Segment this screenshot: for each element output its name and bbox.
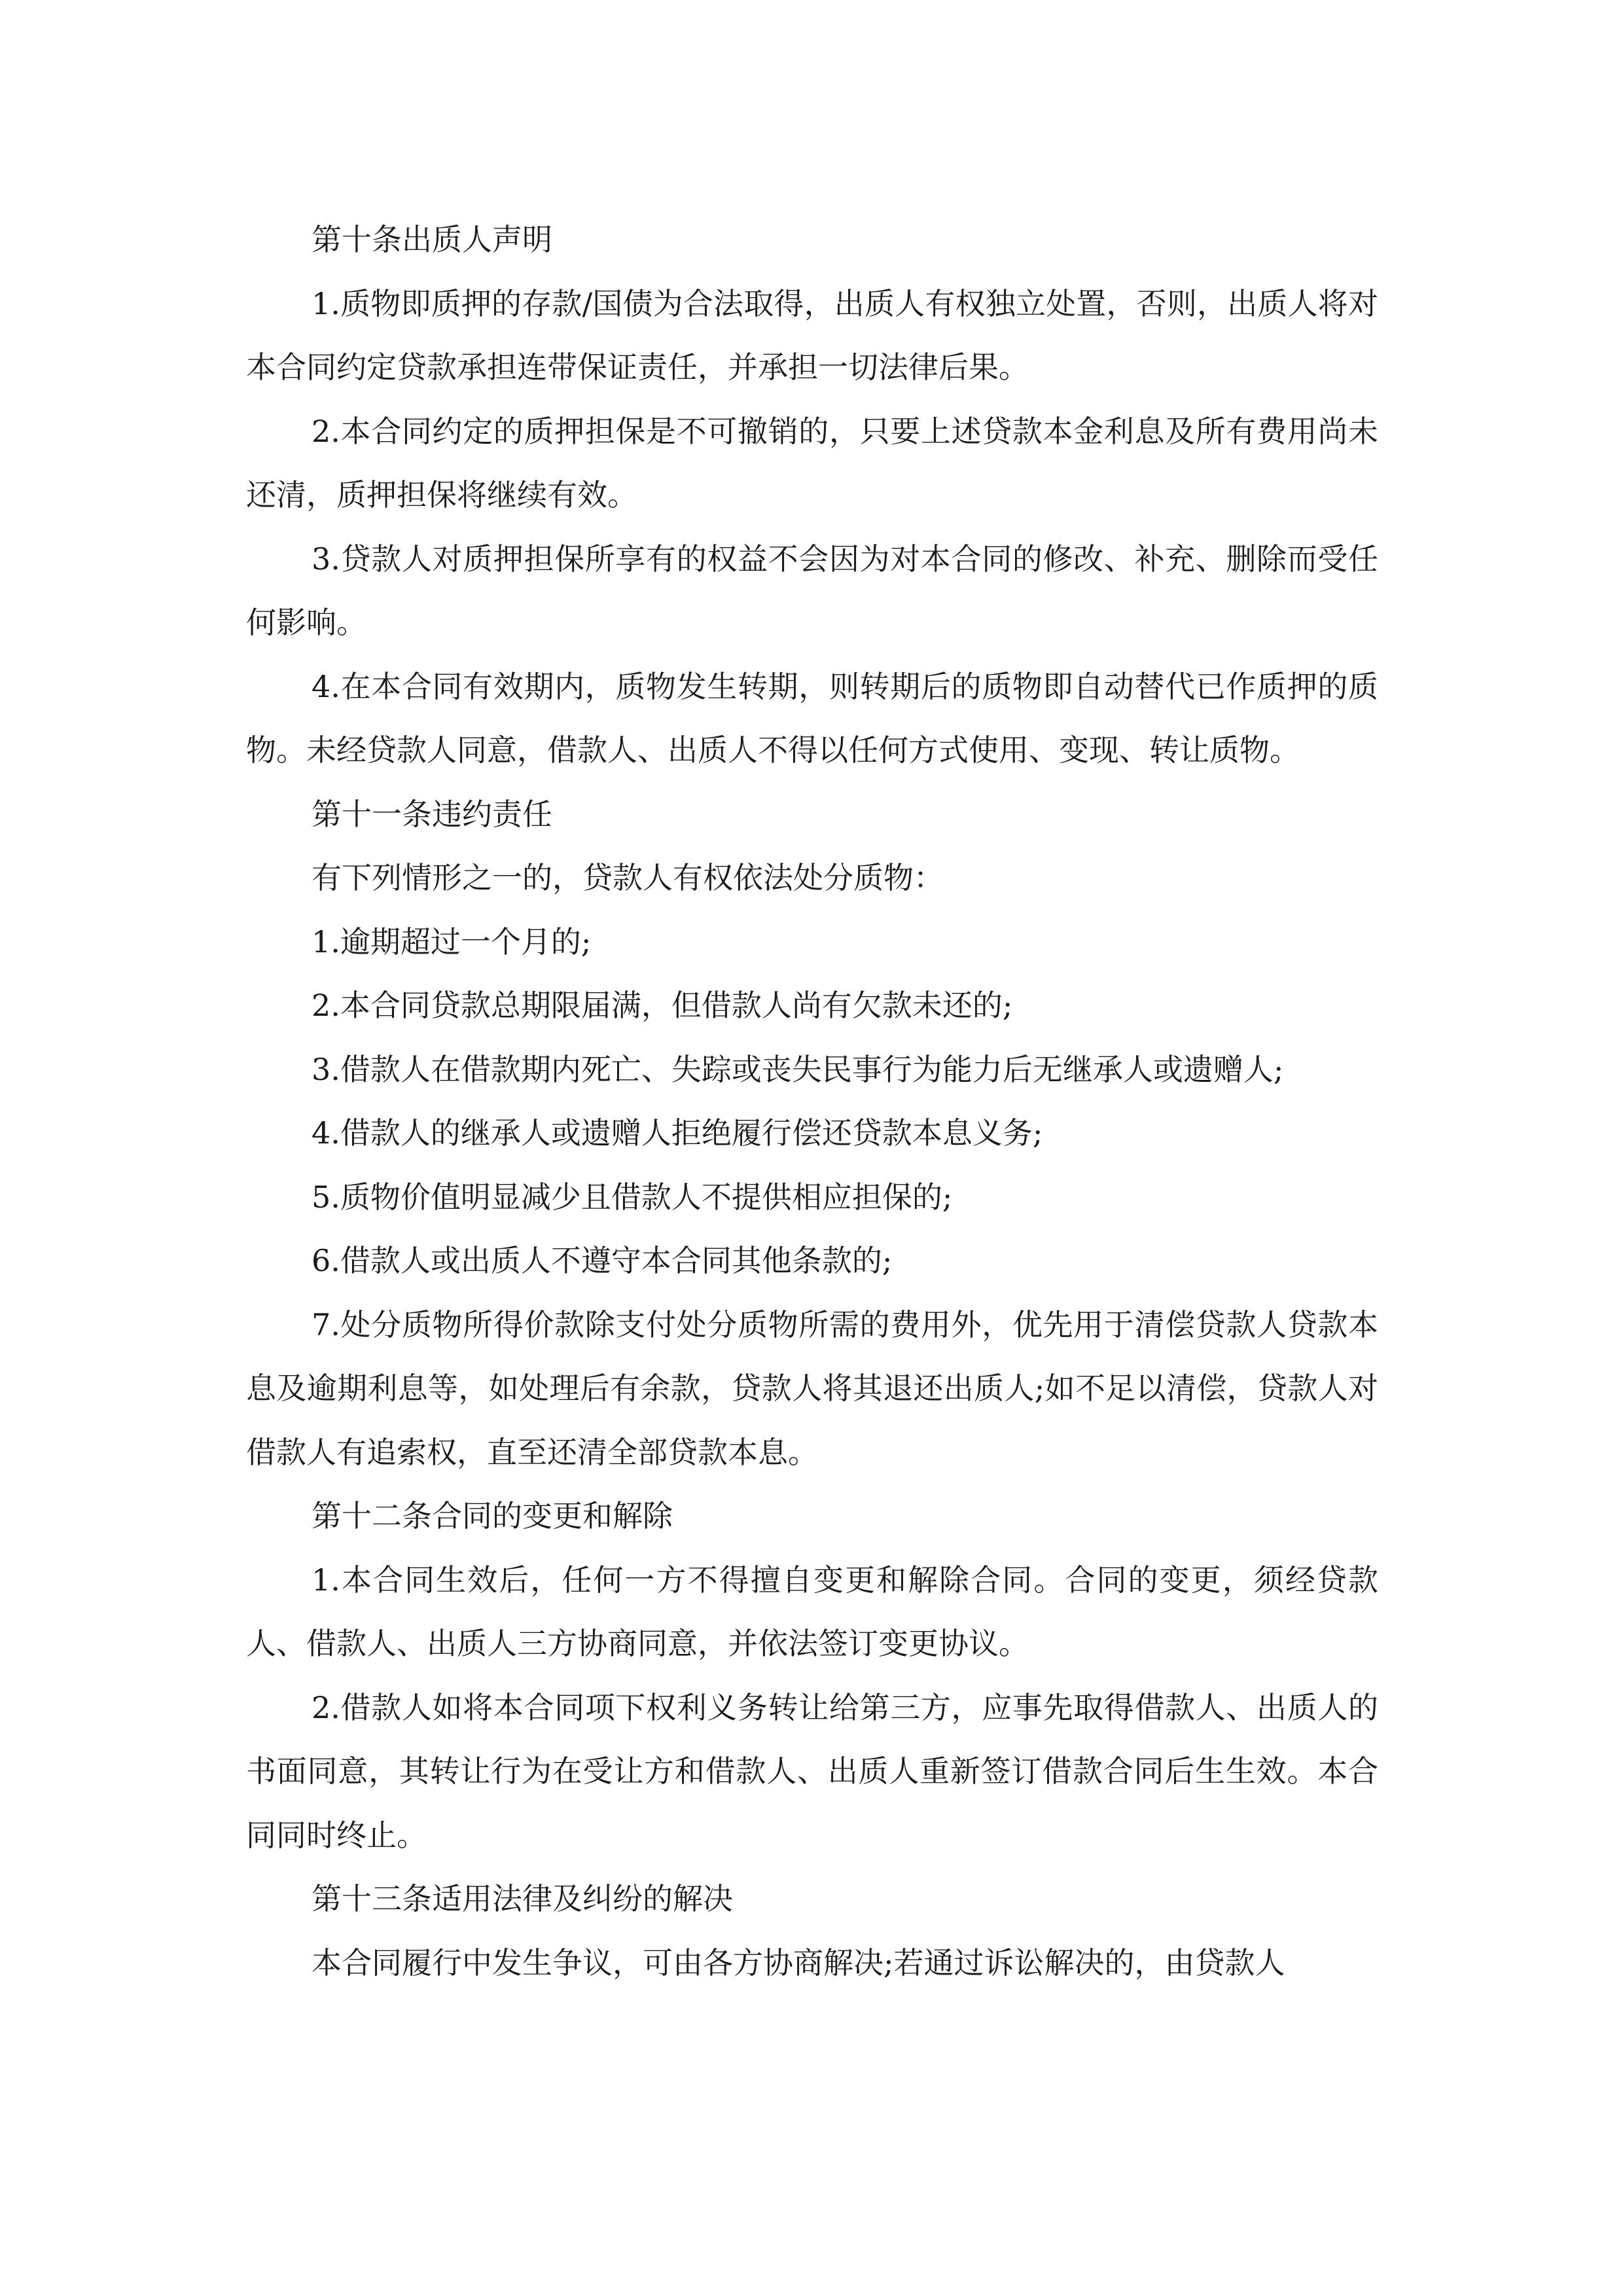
article-10-heading: 第十条出质人声明 — [312, 222, 552, 257]
article-11-clause-3: 3.借款人在借款期内死亡、失踪或丧失民事行为能力后无继承人或遗赠人; — [312, 1051, 1284, 1087]
article-11-clause-6: 6.借款人或出质人不遵守本合同其他条款的; — [312, 1243, 893, 1278]
article-11-heading: 第十一条违约责任 — [312, 796, 552, 832]
article-10-clause-1: 1.质物即质押的存款/国债为合法取得，出质人有权独立处置，否则，出质人将对本合同约定贷款承担连带保证责任，并承担一切法律后果。 — [246, 285, 1378, 385]
article-10-clause-3: 3.贷款人对质押担保所享有的权益不会因为对本合同的修改、补充、删除而受任何影响。 — [246, 541, 1378, 640]
article-11-clause-5: 5.质物价值明显减少且借款人不提供相应担保的; — [312, 1179, 953, 1215]
article-11-clause-1: 1.逾期超过一个月的; — [312, 924, 592, 960]
article-12-clause-1: 1.本合同生效后，任何一方不得擅自变更和解除合同。合同的变更，须经贷款人、借款人、出质人三方协商同意，并依法签订变更协议。 — [246, 1562, 1378, 1661]
article-13-heading: 第十三条适用法律及纠纷的解决 — [312, 1881, 733, 1916]
article-12-clause-2: 2.借款人如将本合同项下权利义务转让给第三方，应事先取得借款人、出质人的书面同意，其转让行为在受让方和借款人、出质人重新签订借款合同后生生效。本合同同时终止。 — [246, 1689, 1378, 1853]
article-11-clause-4: 4.借款人的继承人或遗赠人拒绝履行偿还贷款本息义务; — [312, 1115, 1043, 1151]
article-10-clause-4: 4.在本合同有效期内，质物发生转期，则转期后的质物即自动替代已作质押的质物。未经贷款人同意，借款人、出质人不得以任何方式使用、变现、转让质物。 — [246, 668, 1378, 768]
article-10-clause-2: 2.本合同约定的质押担保是不可撤销的，只要上述贷款本金利息及所有费用尚未还清，质押担保将继续有效。 — [246, 413, 1378, 512]
article-12-heading: 第十二条合同的变更和解除 — [312, 1498, 673, 1534]
article-11-clause-7: 7.处分质物所得价款除支付处分质物所需的费用外，优先用于清偿贷款人贷款本息及逾期利息等，如处理后有余款，贷款人将其退还出质人;如不足以清偿，贷款人对借款人有追索权，直至还清全部贷款本息。 — [246, 1306, 1378, 1470]
document-page — [246, 208, 1378, 1995]
article-11-clause-2: 2.本合同贷款总期限届满，但借款人尚有欠款未还的; — [312, 988, 1013, 1023]
article-13-text: 本合同履行中发生争议，可由各方协商解决;若通过诉讼解决的，由贷款人 — [312, 1945, 1285, 1981]
article-11-intro: 有下列情形之一的，贷款人有权依法处分质物： — [312, 860, 944, 895]
